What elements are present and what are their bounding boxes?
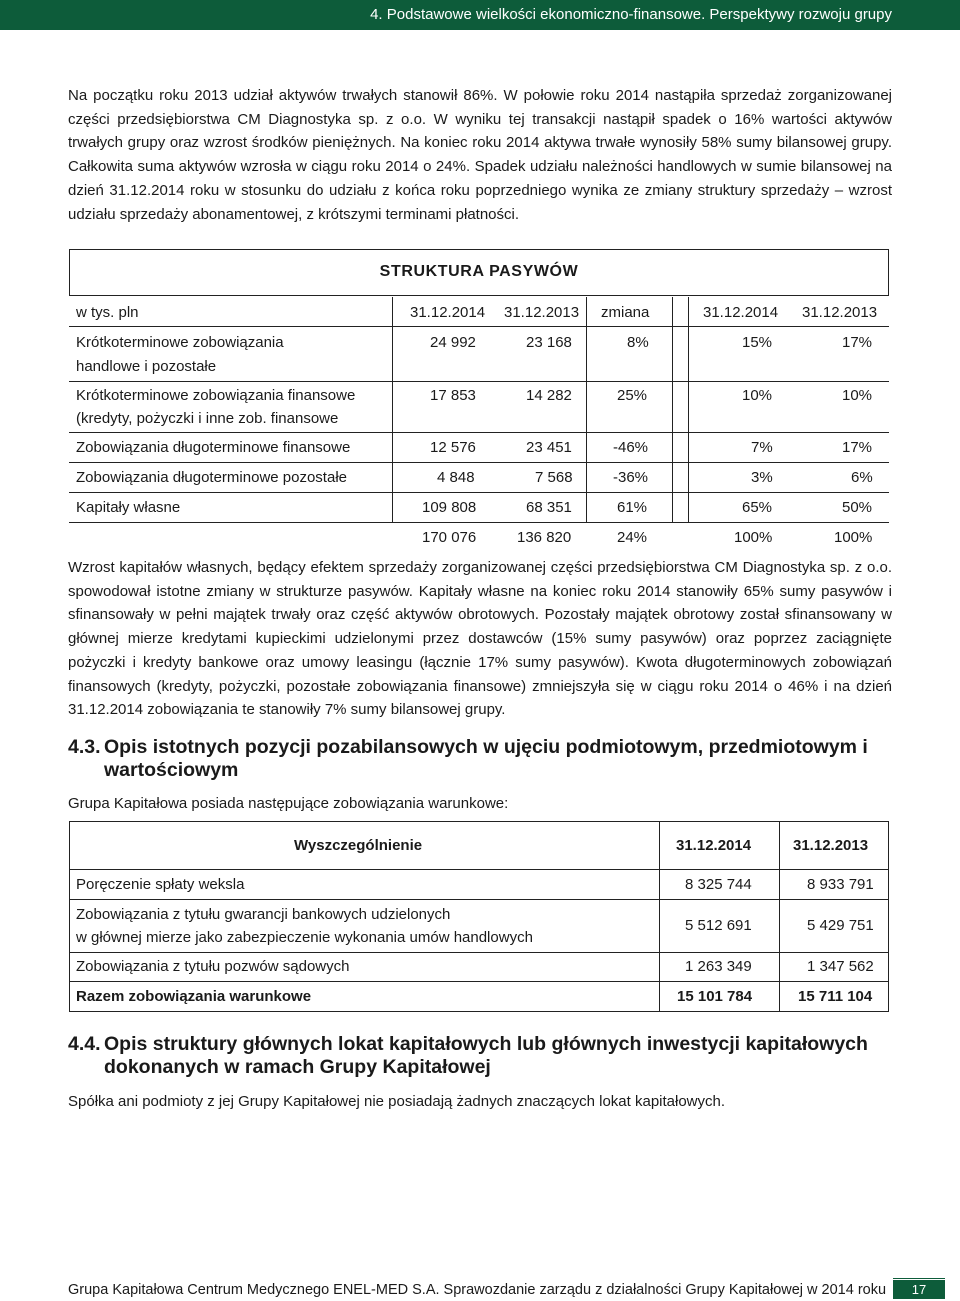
total-2014: 15 101 784: [677, 988, 753, 1005]
value-2013: 8 933 791: [807, 876, 874, 893]
row-separator: [69, 432, 889, 433]
row-label-cont: (kredyty, pożyczki i inne zob. finansowe: [76, 410, 339, 427]
col-header-share-2014: 31.12.2014: [703, 304, 779, 321]
col-header-change: zmiana: [601, 304, 650, 321]
value-2014: 109 808: [422, 499, 477, 516]
section-44-text: Spółka ani podmioty z jej Grupy Kapitałowej nie posiadają żadnych znaczących lokat kapitałowych.: [68, 1093, 726, 1110]
value-2013: 68 351: [526, 499, 572, 516]
section-43-intro: Grupa Kapitałowa posiada następujące zobowiązania warunkowe:: [68, 795, 509, 812]
header-bar: [0, 0, 960, 30]
value-2013: 7 568: [535, 469, 573, 486]
value-2013: 23 451: [526, 439, 572, 456]
value-2014: 17 853: [430, 387, 476, 404]
value-change: -46%: [613, 439, 649, 456]
intro-paragraph: Na początku roku 2013 udział aktywów trwałych stanowił 86%. W połowie roku 2014 nastąpiła sprzedaż zorganizowanej części przedsiębiorstwa CM Diagnostyka sp. z o.o. W wyniku tej transakcji nastąpił spadek o 16% wartości aktywów trwałych grupy oraz wzrost środków pieniężnych. Na koniec roku 2014 aktywa trwałe wynosiły 58% sumy bilansowej grupy. Całkowita suma aktywów wzrosła w ciągu roku 2014 o 24%. Spadek udziału należności handlowych w sumie bilansowej na dzień 31.12.2014 roku w stosunku do udziału z końca roku poprzedniego wynika ze zmiany struktury sprzedaży – wzrost udziału sprzedaży abonamentowej, z krótszymi terminami płatności.: [68, 87, 892, 223]
total-share-2014: 100%: [734, 529, 773, 546]
row-label: Zobowiązania długoterminowe pozostałe: [76, 469, 347, 486]
col-header-2014: 31.12.2014: [676, 837, 752, 854]
share-2014: 10%: [742, 387, 773, 404]
row-label: Krótkoterminowe zobowiązania finansowe: [76, 387, 356, 404]
row-separator: [69, 522, 889, 523]
table-divider: [659, 822, 660, 1011]
row-label: Poręczenie spłaty weksla: [76, 876, 245, 893]
total-change: 24%: [617, 529, 648, 546]
section-44-title: Opis struktury głównych lokat kapitałowych lub głównych inwestycji kapitałowych dokonanych w ramach Grupy Kapitałowej: [104, 1033, 868, 1078]
row-separator: [69, 492, 889, 493]
total-2014: 170 076: [422, 529, 477, 546]
value-2014: 1 263 349: [685, 958, 752, 975]
row-separator: [69, 381, 889, 382]
table-divider: [392, 297, 393, 522]
value-2014: 8 325 744: [685, 876, 752, 893]
contingent-table: [69, 821, 889, 1012]
col-header-2013: 31.12.2013: [793, 837, 869, 854]
row-label: Zobowiązania z tytułu gwarancji bankowych udzielonych: [76, 906, 451, 923]
share-2013: 17%: [842, 334, 873, 351]
value-2014: 5 512 691: [685, 917, 752, 934]
table-divider: [779, 822, 780, 1011]
value-2013: 23 168: [526, 334, 572, 351]
equity-paragraph: Wzrost kapitałów własnych, będący efektem sprzedaży zorganizowanej części przedsiębiorstwa CM Diagnostyka sp. z o.o. spowodował istotne zmiany w strukturze pasywów. Kapitały własne na koniec roku 2014 stanowiły 65% sumy pasywów i sfinansowały w pełni majątek trwały oraz część aktywów obrotowych. Pozostały majątek obrotowy został sfinansowany w głównej mierze kredytami kupieckimi udzielonymi przez dostawców (15% sumy pasywów) oraz poprzez zaciągnięte pożyczki i kredyty bankowe oraz umowy leasingu (łącznie 17% sumy pasywów). Kwota długoterminowych zobowiązań finansowych (kredyty, pożyczki, pozostałe zobowiązania finansowe) zmniejszyła się w ciągu roku 2014 o 46% i na dzień 31.12.2014 zobowiązania te stanowiły 7% sumy bilansowej grupy.: [68, 559, 892, 719]
value-2014: 12 576: [430, 439, 476, 456]
footer-text: Grupa Kapitałowa Centrum Medycznego ENEL-MED S.A. Sprawozdanie zarządu z działalności Grupy Kapitałowej w 2014 roku: [68, 1282, 887, 1298]
table-divider: [688, 297, 689, 522]
row-label: Zobowiązania długoterminowe finansowe: [76, 439, 351, 456]
row-separator: [70, 869, 888, 870]
row-separator: [69, 326, 889, 327]
col-header-label: Wyszczególnienie: [294, 837, 423, 854]
total-label: Razem zobowiązania warunkowe: [76, 988, 312, 1005]
col-header-2013: 31.12.2013: [504, 304, 580, 321]
table-divider: [586, 297, 587, 522]
total-2013: 136 820: [517, 529, 572, 546]
value-2013: 1 347 562: [807, 958, 874, 975]
share-2014: 15%: [742, 334, 773, 351]
page-number: 17: [893, 1280, 945, 1299]
total-2013: 15 711 104: [798, 988, 873, 1005]
share-2014: 65%: [742, 499, 773, 516]
value-2013: 5 429 751: [807, 917, 874, 934]
section-43-heading: [68, 736, 898, 782]
row-label: Krótkoterminowe zobowiązania: [76, 334, 284, 351]
row-separator: [70, 952, 888, 953]
row-separator: [70, 899, 888, 900]
value-change: 61%: [617, 499, 648, 516]
total-share-2013: 100%: [834, 529, 873, 546]
section-43-number: 4.3.: [68, 736, 101, 758]
liabilities-table-title: STRUKTURA PASYWÓW: [379, 263, 579, 280]
liabilities-table-title-box: [69, 249, 889, 296]
row-label: Zobowiązania z tytułu pozwów sądowych: [76, 958, 350, 975]
footer-rule: [893, 1278, 945, 1279]
col-header-share-2013: 31.12.2013: [802, 304, 878, 321]
row-separator: [69, 462, 889, 463]
chapter-title: 4. Podstawowe wielkości ekonomiczno-finansowe. Perspektywy rozwoju grupy: [370, 6, 892, 23]
share-2013: 10%: [842, 387, 873, 404]
share-2013: 17%: [842, 439, 873, 456]
value-change: 25%: [617, 387, 648, 404]
row-label-cont: handlowe i pozostałe: [76, 358, 217, 375]
share-2013: 50%: [842, 499, 873, 516]
col-header-2014: 31.12.2014: [410, 304, 486, 321]
row-separator: [70, 981, 888, 982]
col-header-unit: w tys. pln: [76, 304, 139, 321]
value-2014: 4 848: [437, 469, 475, 486]
value-2014: 24 992: [430, 334, 476, 351]
share-2014: 7%: [751, 439, 773, 456]
section-44-number: 4.4.: [68, 1033, 101, 1055]
share-2013: 6%: [851, 469, 873, 486]
row-label-cont: w głównej mierze jako zabezpieczenie wykonania umów handlowych: [76, 929, 533, 946]
table-divider: [672, 297, 673, 522]
value-change: -36%: [613, 469, 649, 486]
share-2014: 3%: [751, 469, 773, 486]
section-43-title: Opis istotnych pozycji pozabilansowych w ujęciu podmiotowym, przedmiotowym i wartościowym: [104, 736, 868, 781]
section-44-heading: [68, 1033, 898, 1079]
value-change: 8%: [627, 334, 649, 351]
value-2013: 14 282: [526, 387, 572, 404]
row-label: Kapitały własne: [76, 499, 181, 516]
